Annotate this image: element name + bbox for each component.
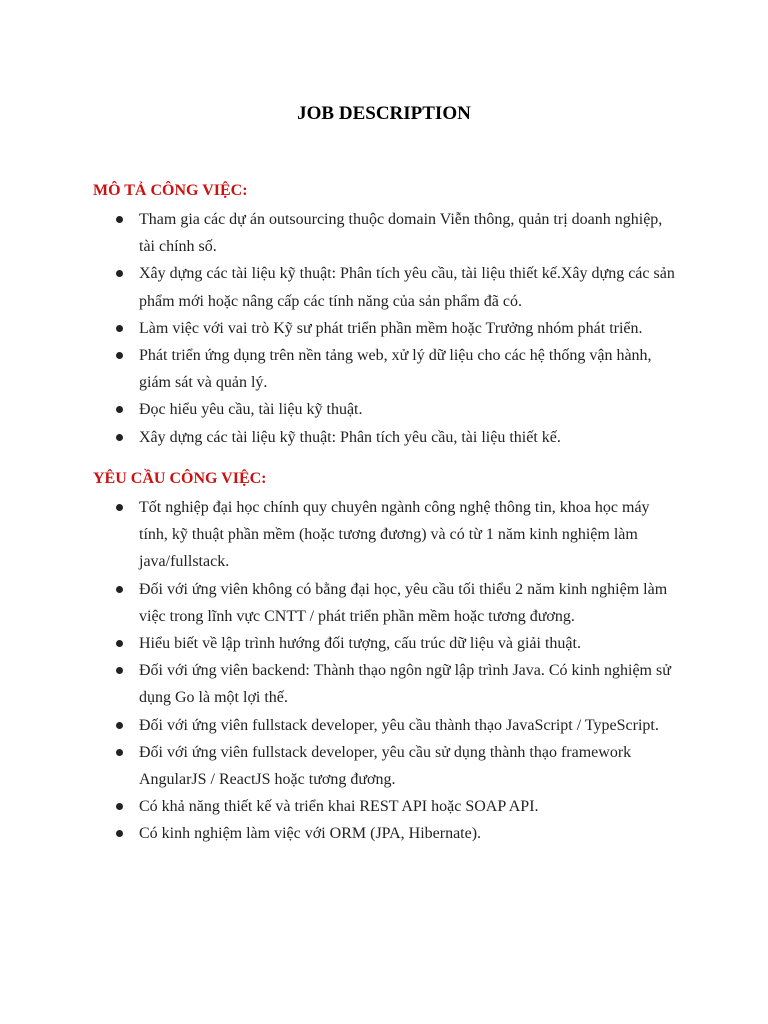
list-item — [0, 820, 768, 847]
bullet-dot-icon — [116, 216, 123, 223]
bullet-dot-icon — [116, 504, 123, 511]
bullet-dot-icon — [116, 352, 123, 359]
list-item — [0, 712, 768, 739]
list-item-text: Đối với ứng viên fullstack developer, yêu cầu sử dụng thành thạo framework AngularJS / ReactJS hoặc tương đương. — [139, 743, 632, 789]
bullet-dot-icon — [116, 830, 123, 837]
bullet-dot-icon — [116, 406, 123, 413]
list-item — [0, 342, 768, 396]
list-item — [0, 657, 768, 711]
list-item-text: Phát triển ứng dụng trên nền tảng web, xử lý dữ liệu cho các hệ thống vận hành, giám sát và quản lý. — [139, 347, 652, 392]
list-item — [0, 494, 768, 576]
list-item — [0, 739, 768, 793]
bullet-dot-icon — [116, 667, 123, 674]
list-item — [0, 396, 768, 423]
list-item-text: Đối với ứng viên backend: Thành thạo ngôn ngữ lập trình Java. Có kinh nghiệm sử dụng Go là một lợi thế. — [139, 662, 671, 707]
list-item-text: Đối với ứng viên fullstack developer, yêu cầu thành thạo JavaScript / TypeScript. — [139, 716, 659, 734]
bullet-dot-icon — [116, 803, 123, 810]
list-item — [0, 576, 768, 630]
list-item-text: Tham gia các dự án outsourcing thuộc domain Viễn thông, quản trị doanh nghiệp, tài chính số. — [139, 211, 663, 256]
list-item-text: Có kinh nghiệm làm việc với ORM (JPA, Hibernate). — [139, 825, 482, 843]
list-item — [0, 630, 768, 657]
list-item — [0, 793, 768, 820]
bullet-dot-icon — [116, 586, 123, 593]
list-item-text: Đọc hiểu yêu cầu, tài liệu kỹ thuật. — [139, 401, 363, 419]
section-heading-job-requirements: YÊU CẦU CÔNG VIỆC: — [93, 470, 267, 487]
list-item-text: Xây dựng các tài liệu kỹ thuật: Phân tích yêu cầu, tài liệu thiết kế. — [139, 428, 561, 446]
list-item-text: Xây dựng các tài liệu kỹ thuật: Phân tích yêu cầu, tài liệu thiết kế.Xây dựng các sản phẩm mới hoặc nâng cấp các tính năng của sản phẩm đã có. — [139, 265, 675, 310]
list-item-text: Đối với ứng viên không có bằng đại học, yêu cầu tối thiểu 2 năm kinh nghiệm làm việc trong lĩnh vực CNTT / phát triển phần mềm hoặc tương đương. — [139, 580, 668, 625]
list-item — [0, 206, 768, 260]
list-item — [0, 424, 768, 451]
list-item-text: Làm việc với vai trò Kỹ sư phát triển phần mềm hoặc Trưởng nhóm phát triển. — [139, 319, 643, 337]
bullet-dot-icon — [116, 640, 123, 647]
list-item-text: Tốt nghiệp đại học chính quy chuyên ngành công nghệ thông tin, khoa học máy tính, kỹ thuật phần mềm (hoặc tương đương) và có từ 1 năm kinh nghiệm làm java/fullstack. — [139, 499, 650, 571]
job-requirements-list — [0, 494, 768, 848]
bullet-dot-icon — [116, 749, 123, 756]
section-heading-job-duties: MÔ TẢ CÔNG VIỆC: — [93, 182, 248, 199]
list-item-text: Có khả năng thiết kế và triển khai REST API hoặc SOAP API. — [139, 798, 539, 816]
job-duties-list — [0, 206, 768, 451]
bullet-dot-icon — [116, 722, 123, 729]
list-item — [0, 260, 768, 314]
bullet-dot-icon — [116, 325, 123, 332]
list-item-text: Hiểu biết về lập trình hướng đối tượng, cấu trúc dữ liệu và giải thuật. — [139, 635, 581, 653]
document-title: JOB DESCRIPTION — [297, 103, 471, 124]
list-item — [0, 315, 768, 342]
bullet-dot-icon — [116, 270, 123, 277]
bullet-dot-icon — [116, 434, 123, 441]
